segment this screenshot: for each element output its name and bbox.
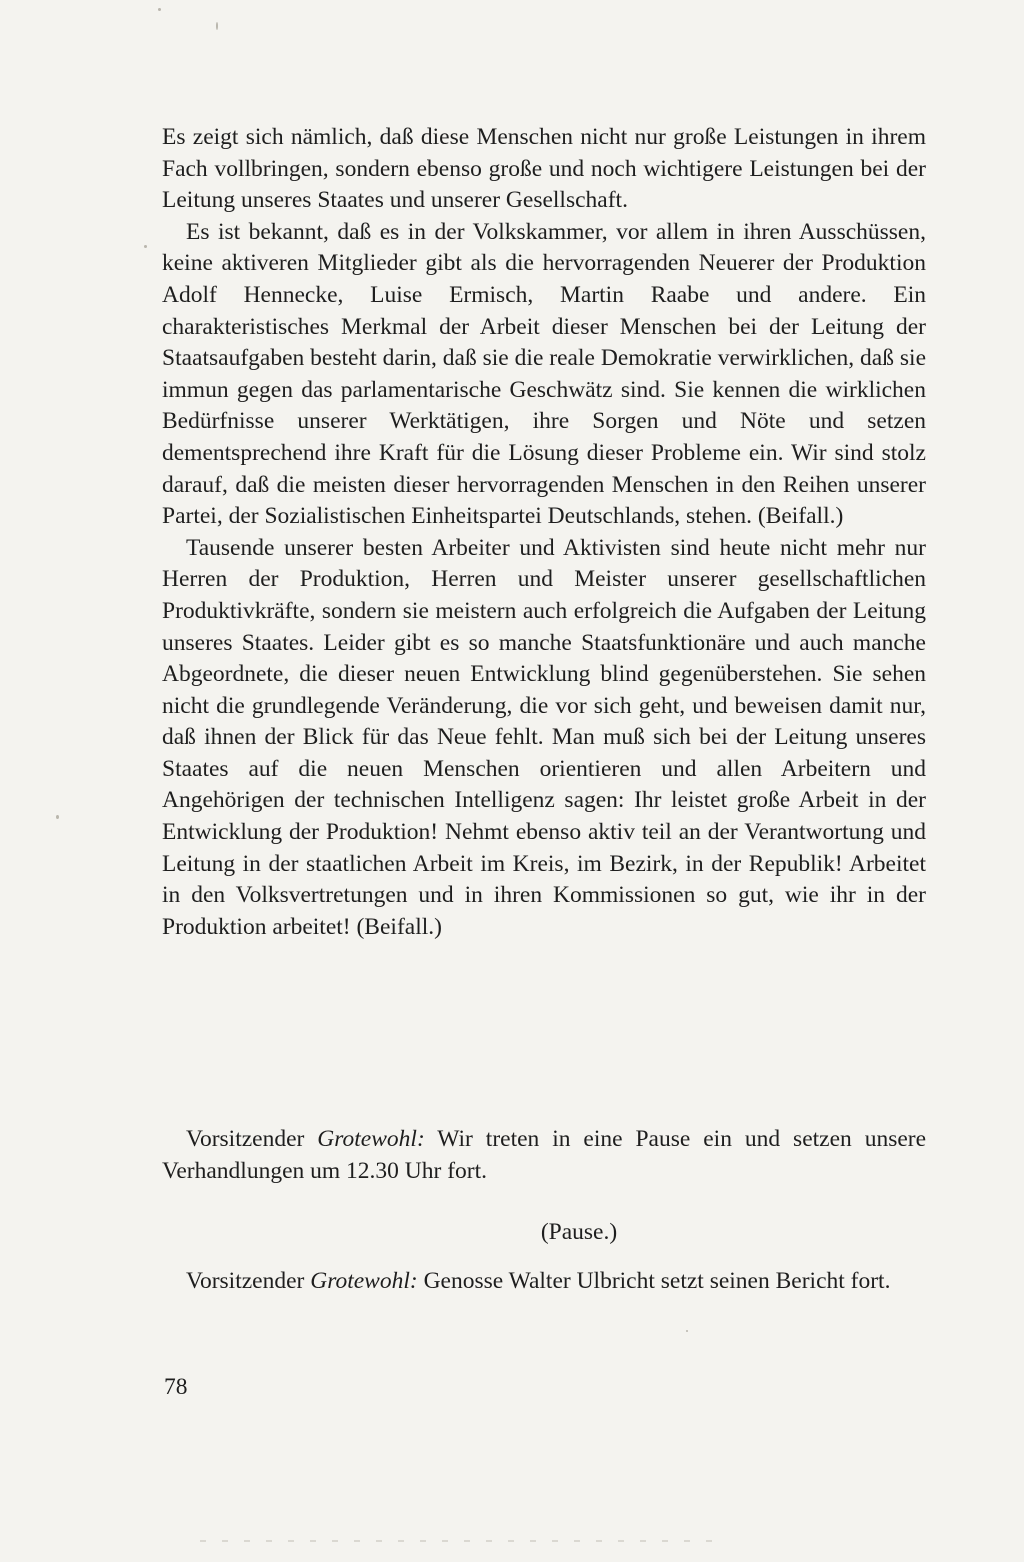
paragraph-1: Es zeigt sich nämlich, daß diese Menschen nicht nur große Leistungen in ihrem Fach vollbringen, sondern ebenso große und noch wichtigere Leistungen bei der Leitung unseres Staates und unserer Gesellschaft. xyxy=(162,124,926,214)
speaker-name: Grotewohl: xyxy=(317,1126,425,1152)
speaker-role: Vorsitzender xyxy=(186,1126,305,1152)
speaker-statement-1 xyxy=(162,1124,926,1187)
pause-note: (Pause.) xyxy=(540,1219,618,1245)
speaker-role: Vorsitzender xyxy=(186,1268,305,1294)
paper-speck xyxy=(686,1330,688,1332)
speaker-text: Wir treten in eine Pause ein und setzen unsere Verhandlungen um 12.30 Uhr fort. xyxy=(162,1126,927,1184)
paper-speck xyxy=(158,8,161,11)
paragraph-3: Tausende unserer besten Arbeiter und Aktivisten sind heute nicht mehr nur Herren der Produktion, Herren und Meister unserer gesellschaftlichen Produktivkräfte, sondern sie meistern auch erfolgreich die Aufgaben der Leitung unseres Staates. Leider gibt es so manche Staatsfunktionäre und auch manche Abgeordnete, die dieser neuen Entwicklung blind gegenüberstehen. Sie sehen nicht die grundlegende Veränderung, die vor sich geht, und beweisen damit nur, daß ihnen der Blick für das Neue fehlt. Man muß sich bei der Leitung unseres Staates auf die neuen Menschen orientieren und allen Arbeitern und Angehörigen der technischen Intelligenz sagen: Ihr leistet große Arbeit in der Entwicklung der Produktion! Nehmt ebenso aktiv teil an der Verantwortung und Leitung in der staatlichen Arbeit im Kreis, im Bezirk, in der Republik! Arbeitet in den Volksvertretungen und in ihren Kommissionen so gut, wie ihr in der Produktion arbeitet! (Beifall.) xyxy=(162,534,926,940)
speaker-statement-2 xyxy=(162,1266,926,1298)
paper-speck xyxy=(216,22,218,30)
paper-speck xyxy=(144,245,147,248)
speaker-paragraph-2 xyxy=(162,1266,926,1298)
paragraph-2: Es ist bekannt, daß es in der Volkskammer, vor allem in ihren Ausschüssen, keine aktiveren Mitglieder gibt als die hervorragenden Neuerer der Produktion Adolf Hennecke, Luise Ermisch, Martin Raabe und andere. Ein charakteristisches Merkmal der Arbeit dieser Menschen bei der Leitung der Staatsaufgaben besteht darin, daß sie die reale Demokratie verwirklichen, daß sie immun gegen das parlamentarische Geschwätz sind. Sie kennen die wirklichen Bedürfnisse unserer Werktätigen, ihre Sorgen und Nöte und setzen dementsprechend ihre Kraft für die Lösung dieser Probleme ein. Wir sind stolz darauf, daß die meisten dieser hervorragenden Menschen in den Reihen unserer Partei, der Sozialistischen Einheitspartei Deutschlands, stehen. (Beifall.) xyxy=(162,218,926,530)
paper-speck xyxy=(56,815,59,819)
paper-dust xyxy=(200,1540,720,1542)
body-text xyxy=(162,122,926,943)
speaker-paragraph-1 xyxy=(162,1124,926,1187)
speaker-text: Genosse Walter Ulbricht setzt seinen Bericht fort. xyxy=(423,1268,891,1294)
page-number: 78 xyxy=(164,1374,188,1400)
speaker-name: Grotewohl: xyxy=(310,1268,418,1294)
